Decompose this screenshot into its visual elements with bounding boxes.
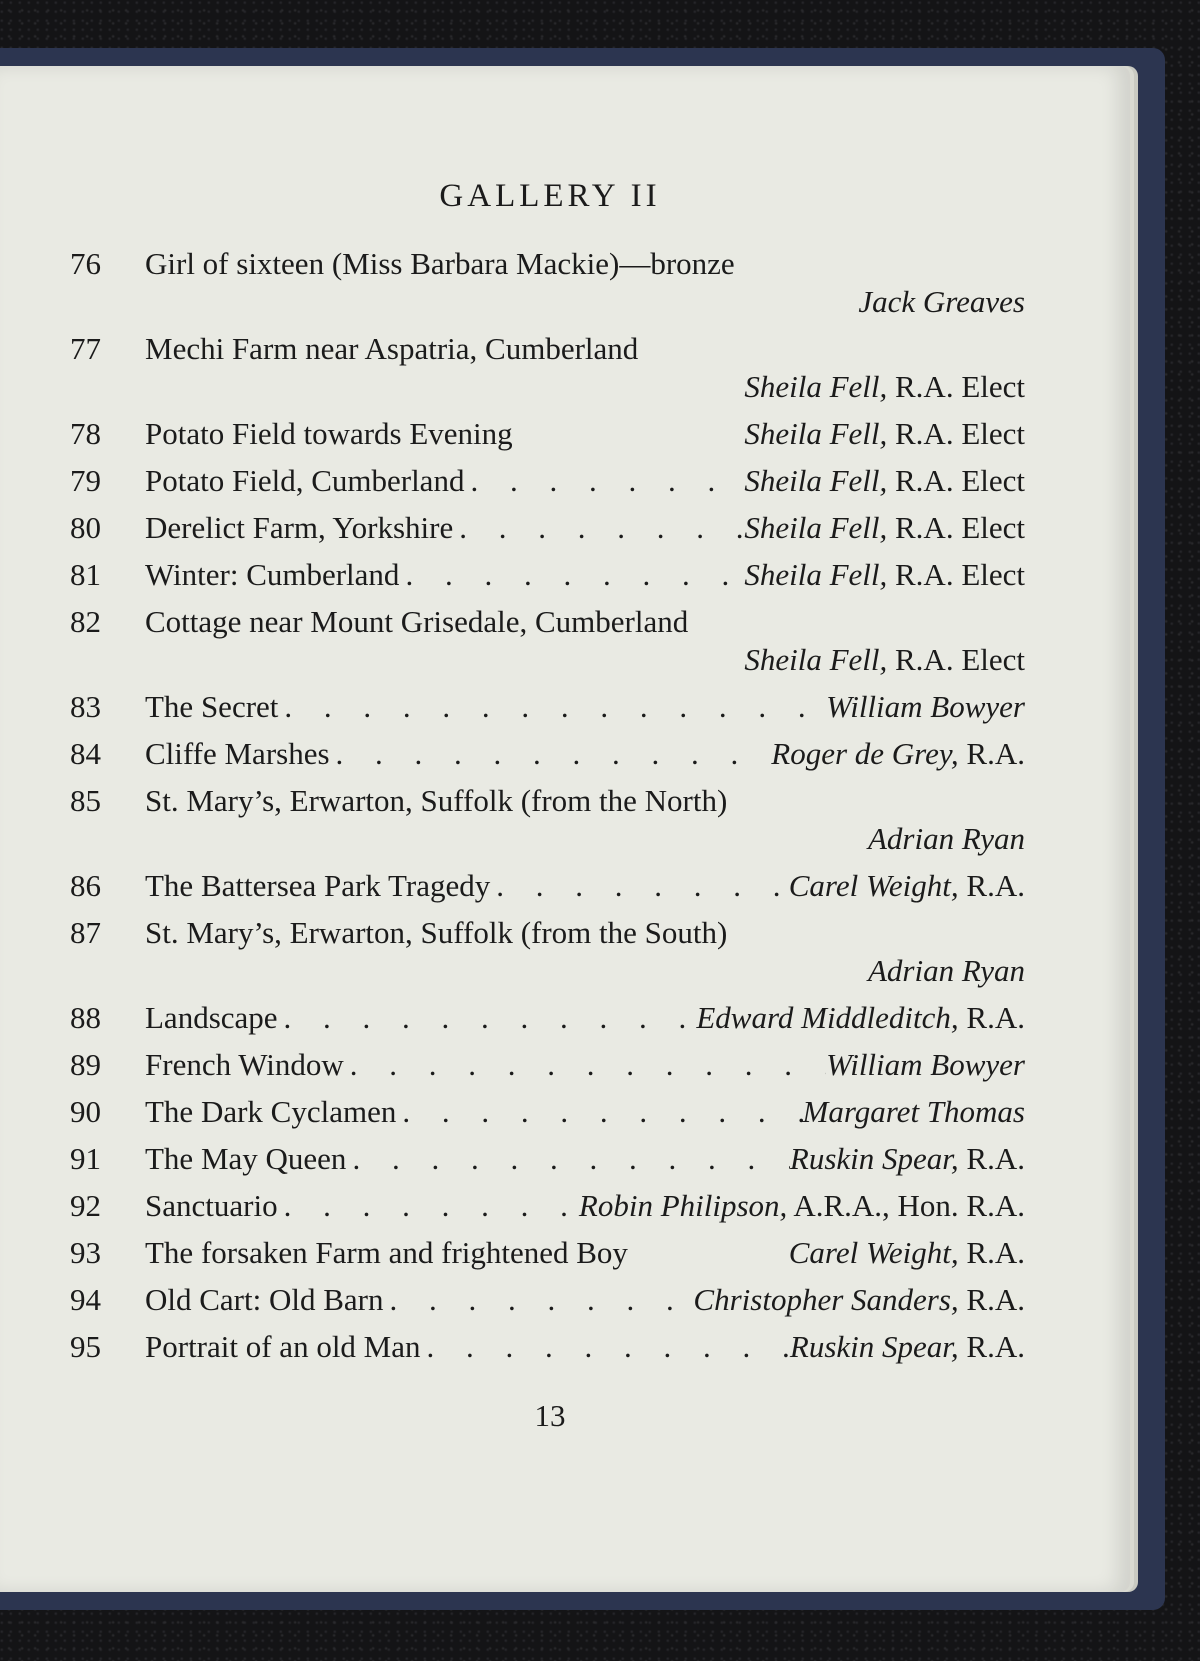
entry-title: The Secret: [145, 689, 279, 724]
catalogue-page: [0, 66, 1130, 1592]
entry-artist: [693, 1276, 1025, 1323]
artist-name: Ruskin Spear,: [789, 1329, 959, 1364]
artist-honours: R.A.: [958, 736, 1025, 771]
entry-title: Sanctuario: [145, 1188, 278, 1223]
dot-leader: [464, 457, 744, 504]
entry-artist: [826, 683, 1025, 730]
entry-line: [145, 862, 1025, 909]
catalogue-entry: [70, 598, 1025, 683]
entry-line: [145, 1229, 1025, 1276]
dot-leader: [490, 862, 789, 909]
catalogue-entry: [70, 730, 1025, 777]
entry-artist: [868, 821, 1025, 856]
artist-name: Edward Middleditch,: [696, 1000, 959, 1035]
entry-number: 82: [70, 604, 101, 639]
entry-artist: [790, 1135, 1025, 1182]
entry-title: St. Mary’s, Erwarton, Suffolk (from the South): [145, 915, 728, 950]
entry-number: 88: [70, 1000, 101, 1035]
catalogue-entry: [70, 325, 1025, 410]
entry-title: Girl of sixteen (Miss Barbara Mackie)—bronze: [145, 246, 735, 281]
entry-artist: [789, 1229, 1025, 1276]
dot-leader: [346, 1135, 789, 1182]
entry-title: Portrait of an old Man: [145, 1329, 421, 1364]
dot-leader: [396, 1088, 802, 1135]
entry-line: [145, 1135, 1025, 1182]
entry-line: [145, 994, 1025, 1041]
artist-name: Sheila Fell,: [744, 369, 888, 404]
entry-artist: [579, 1182, 1025, 1229]
catalogue-entry: [70, 1135, 1025, 1182]
catalogue-entry: [70, 1041, 1025, 1088]
entry-artist: [696, 994, 1025, 1041]
catalogue-entry: [70, 1229, 1025, 1276]
entry-number: 93: [70, 1235, 101, 1270]
entry-number: 77: [70, 331, 101, 366]
catalogue-entry: [70, 410, 1025, 457]
catalogue-entry: [70, 504, 1025, 551]
catalogue-entry: [70, 777, 1025, 862]
artist-name: Sheila Fell,: [744, 510, 888, 545]
artist-name: Carel Weight,: [788, 868, 959, 903]
entry-artist: [803, 1088, 1025, 1135]
entry-artist: [868, 953, 1025, 988]
entry-title: The forsaken Farm and frightened Boy: [145, 1235, 628, 1270]
dot-leader: [278, 1182, 579, 1229]
entry-line: [145, 1041, 1025, 1088]
entry-number: 84: [70, 736, 101, 771]
catalogue-entry: [70, 1088, 1025, 1135]
dot-leader: [344, 1041, 826, 1088]
entry-title: Derelict Farm, Yorkshire: [145, 510, 454, 545]
artist-name: Adrian Ryan: [868, 953, 1025, 988]
artist-name: Robin Philipson,: [578, 1188, 788, 1223]
entry-list: [70, 240, 1025, 1370]
gallery-heading: GALLERY II: [439, 178, 661, 214]
entry-number: 95: [70, 1329, 101, 1364]
catalogue-entry: [70, 862, 1025, 909]
artist-name: William Bowyer: [826, 1047, 1025, 1082]
artist-honours: R.A.: [958, 1000, 1025, 1035]
artist-honours: R.A.: [958, 1329, 1025, 1364]
artist-name: Carel Weight,: [788, 1235, 959, 1270]
artist-name: Ruskin Spear,: [789, 1141, 959, 1176]
artist-name: William Bowyer: [826, 689, 1025, 724]
dot-leader: [278, 683, 826, 730]
entry-number: 94: [70, 1282, 101, 1317]
entry-artist: [858, 284, 1025, 319]
catalogue-entry: [70, 457, 1025, 504]
artist-honours: R.A. Elect: [887, 642, 1025, 677]
entry-artist: [790, 1323, 1025, 1370]
artist-honours: R.A.: [958, 1141, 1025, 1176]
entry-title: The Dark Cyclamen: [145, 1094, 397, 1129]
entry-line: [145, 1276, 1025, 1323]
entry-number: 89: [70, 1047, 101, 1082]
entry-title: The Battersea Park Tragedy: [145, 868, 491, 903]
artist-name: Sheila Fell,: [744, 557, 888, 592]
artist-honours: R.A.: [958, 1282, 1025, 1317]
dot-leader: [384, 1276, 694, 1323]
catalogue-entry: [70, 1182, 1025, 1229]
artist-name: Adrian Ryan: [868, 821, 1025, 856]
entry-title: Potato Field towards Evening: [145, 416, 513, 451]
entry-artist: [744, 551, 1025, 598]
entry-title: Landscape: [145, 1000, 278, 1035]
entry-artist: [744, 457, 1025, 504]
artist-name: Roger de Grey,: [771, 736, 959, 771]
entry-number: 79: [70, 463, 101, 498]
entry-number: 80: [70, 510, 101, 545]
catalogue-entry: [70, 1323, 1025, 1370]
artist-name: Sheila Fell,: [744, 642, 888, 677]
entry-line: [145, 504, 1025, 551]
entry-number: 87: [70, 915, 101, 950]
entry-number: 86: [70, 868, 101, 903]
entry-artist: [744, 369, 1025, 404]
entry-title: Potato Field, Cumberland: [145, 463, 465, 498]
entry-number: 81: [70, 557, 101, 592]
artist-name: Christopher Sanders,: [693, 1282, 959, 1317]
entry-line: [145, 1088, 1025, 1135]
entry-artist: [744, 504, 1025, 551]
entry-artist: [744, 410, 1025, 457]
entry-number: 76: [70, 246, 101, 281]
entry-artist: [744, 642, 1025, 677]
entry-artist: [771, 730, 1025, 777]
entry-title: St. Mary’s, Erwarton, Suffolk (from the North): [145, 783, 728, 818]
entry-title: Cliffe Marshes: [145, 736, 330, 771]
entry-title: Old Cart: Old Barn: [145, 1282, 384, 1317]
entry-number: 92: [70, 1188, 101, 1223]
entry-line: [145, 1323, 1025, 1370]
artist-honours: R.A. Elect: [887, 557, 1025, 592]
dot-leader: [330, 730, 772, 777]
entry-number: 91: [70, 1141, 101, 1176]
entry-number: 90: [70, 1094, 101, 1129]
entry-number: 83: [70, 689, 101, 724]
catalogue-entry: [70, 683, 1025, 730]
entry-artist: [826, 1041, 1025, 1088]
dot-leader: [453, 504, 744, 551]
artist-honours: R.A. Elect: [887, 416, 1025, 451]
artist-name: Sheila Fell,: [744, 463, 888, 498]
entry-line: [145, 683, 1025, 730]
entry-title: Cottage near Mount Grisedale, Cumberland: [145, 604, 689, 639]
artist-name: Jack Greaves: [858, 284, 1025, 319]
dot-leader: [399, 551, 744, 598]
artist-name: Sheila Fell,: [744, 416, 888, 451]
entry-line: [145, 1182, 1025, 1229]
entry-artist: [789, 862, 1025, 909]
artist-honours: R.A.: [958, 868, 1025, 903]
catalogue-entry: [70, 240, 1025, 325]
catalogue-entry: [70, 551, 1025, 598]
entry-line: [145, 730, 1025, 777]
entry-line: [145, 410, 1025, 457]
dot-leader: [278, 994, 697, 1041]
artist-honours: R.A. Elect: [887, 510, 1025, 545]
entry-number: 78: [70, 416, 101, 451]
entry-title: French Window: [145, 1047, 344, 1082]
entry-title: The May Queen: [145, 1141, 347, 1176]
artist-honours: R.A.: [958, 1235, 1025, 1270]
entry-line: [145, 457, 1025, 504]
dot-leader: [421, 1323, 790, 1370]
catalogue-entry: [70, 1276, 1025, 1323]
catalogue-entry: [70, 994, 1025, 1041]
entry-line: [145, 551, 1025, 598]
artist-honours: A.R.A., Hon. R.A.: [787, 1188, 1025, 1223]
artist-honours: R.A. Elect: [887, 369, 1025, 404]
catalogue-entry: [70, 909, 1025, 994]
page-number: 13: [534, 1398, 566, 1433]
entry-title: Mechi Farm near Aspatria, Cumberland: [145, 331, 639, 366]
artist-name: Margaret Thomas: [802, 1094, 1025, 1129]
entry-number: 85: [70, 783, 101, 818]
entry-title: Winter: Cumberland: [145, 557, 400, 592]
artist-honours: R.A. Elect: [887, 463, 1025, 498]
